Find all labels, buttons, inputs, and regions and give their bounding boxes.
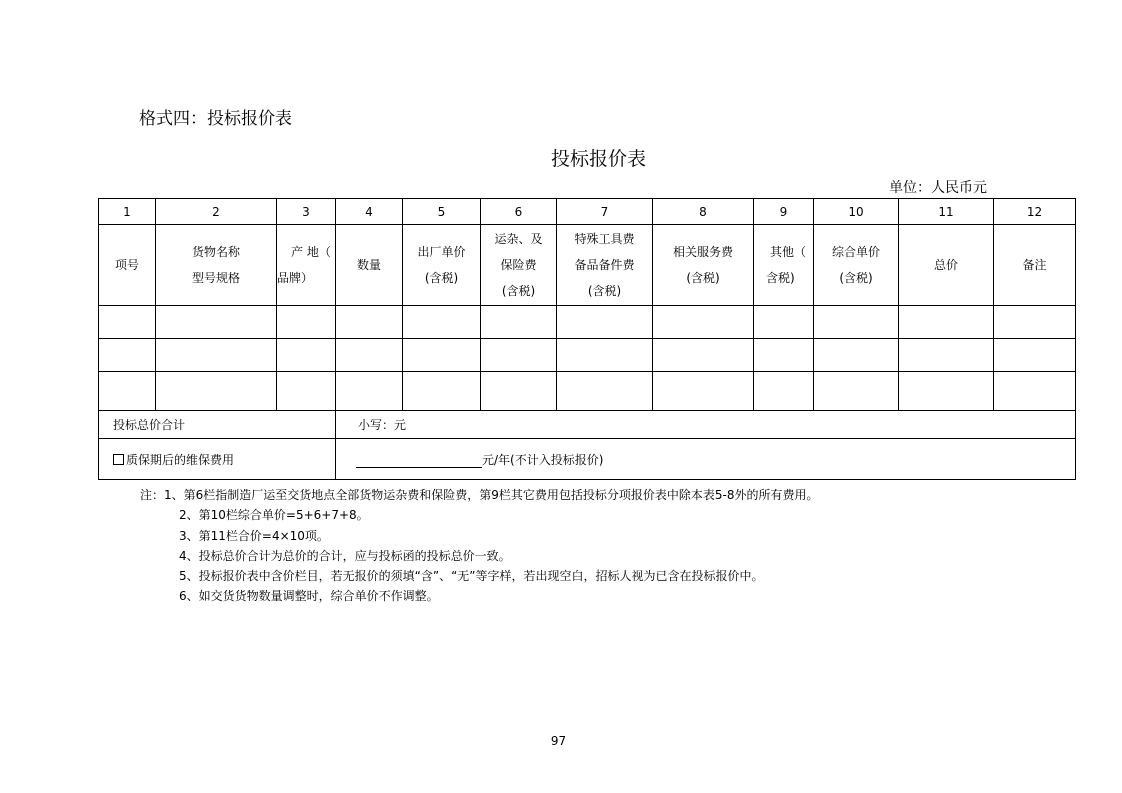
column-header-line: (含税)	[587, 284, 622, 298]
column-number: 12	[994, 199, 1076, 225]
note-item: 5、投标报价表中含价栏目，若无报价的须填“含”、“无”等字样，若出现空白，招标人视为已含在投标报价中。	[179, 569, 764, 584]
document-title: 投标报价表	[550, 148, 646, 170]
column-header	[653, 225, 754, 306]
column-number: 4	[336, 199, 403, 225]
column-header-line: 特殊工具费	[574, 232, 635, 246]
notes	[140, 485, 819, 607]
column-header	[899, 225, 994, 306]
column-header-line: (含税)	[501, 284, 536, 298]
column-number: 7	[557, 199, 653, 225]
total-value: 小写：元	[336, 411, 1076, 439]
table-row	[99, 306, 1076, 339]
maintenance-row	[99, 439, 1076, 480]
section-heading: 格式四：投标报价表	[139, 109, 292, 129]
page-number: 97	[550, 734, 567, 748]
column-number: 3	[277, 199, 336, 225]
column-header	[557, 225, 653, 306]
column-number-row	[99, 199, 1076, 225]
column-header-line: (含税)	[839, 271, 873, 285]
column-header	[754, 225, 814, 306]
column-number: 5	[403, 199, 481, 225]
column-header	[277, 225, 336, 306]
column-number: 8	[653, 199, 754, 225]
column-header-line: 项号	[114, 258, 139, 272]
checkbox[interactable]	[113, 454, 124, 465]
note-item: 3、第11栏合价=4×10项。	[179, 528, 329, 543]
column-header-line: 型号规格	[191, 271, 240, 285]
column-number: 10	[814, 199, 899, 225]
table-row	[99, 339, 1076, 372]
currency-unit-label: 单位：人民币元	[889, 180, 987, 196]
column-header-line: 备注	[1022, 258, 1047, 272]
column-header-line: 品牌）	[277, 271, 314, 285]
column-header	[994, 225, 1076, 306]
column-header-line: 出厂单价	[417, 245, 466, 259]
column-header-line: 保险费	[500, 258, 537, 272]
column-header-line: 综合单价	[831, 245, 880, 259]
column-header-line: 数量	[356, 258, 381, 272]
column-header-line: (含税)	[686, 271, 720, 285]
note-item: 4、投标总价合计为总价的合计，应与投标函的投标总价一致。	[179, 548, 511, 563]
note-item: 6、如交货货物数量调整时，综合单价不作调整。	[179, 589, 439, 604]
bid-price-table	[98, 198, 1076, 480]
column-header	[99, 225, 156, 306]
column-header-line: 运杂、及	[494, 232, 543, 246]
note-item: 2、第10栏综合单价=5+6+7+8。	[179, 508, 369, 523]
column-header	[336, 225, 403, 306]
table-row	[99, 372, 1076, 411]
column-number: 2	[156, 199, 277, 225]
maintenance-value: 元/年(不计入投标报价)	[482, 452, 604, 467]
note-item: 注：1、第6栏指制造厂运至交货地点全部货物运杂费和保险费，第9栏其它费用包括投标分项报价表中除本表5-8外的所有费用。	[140, 488, 819, 502]
column-number: 6	[481, 199, 557, 225]
column-header-line: 总价	[933, 258, 958, 272]
column-header-line: (含税)	[424, 271, 459, 285]
total-label: 投标总价合计	[99, 411, 336, 439]
column-header	[814, 225, 899, 306]
column-number: 11	[899, 199, 994, 225]
column-header-line: 产 地（	[291, 245, 331, 259]
column-number: 1	[99, 199, 156, 225]
column-header-line: 其他（	[770, 245, 807, 259]
column-header-row	[99, 225, 1076, 306]
column-header	[156, 225, 277, 306]
fill-in-blank[interactable]	[356, 453, 482, 468]
maintenance-label-cell	[99, 439, 336, 480]
column-header-line: 货物名称	[191, 245, 240, 259]
column-header-line: 含税)	[766, 271, 795, 285]
column-header	[403, 225, 481, 306]
column-header-line: 备品备件费	[574, 258, 635, 272]
maintenance-value-cell	[336, 439, 1076, 480]
column-header	[481, 225, 557, 306]
total-row	[99, 411, 1076, 439]
column-header-line: 相关服务费	[672, 245, 733, 259]
maintenance-label: 质保期后的维保费用	[126, 452, 235, 467]
column-number: 9	[754, 199, 814, 225]
